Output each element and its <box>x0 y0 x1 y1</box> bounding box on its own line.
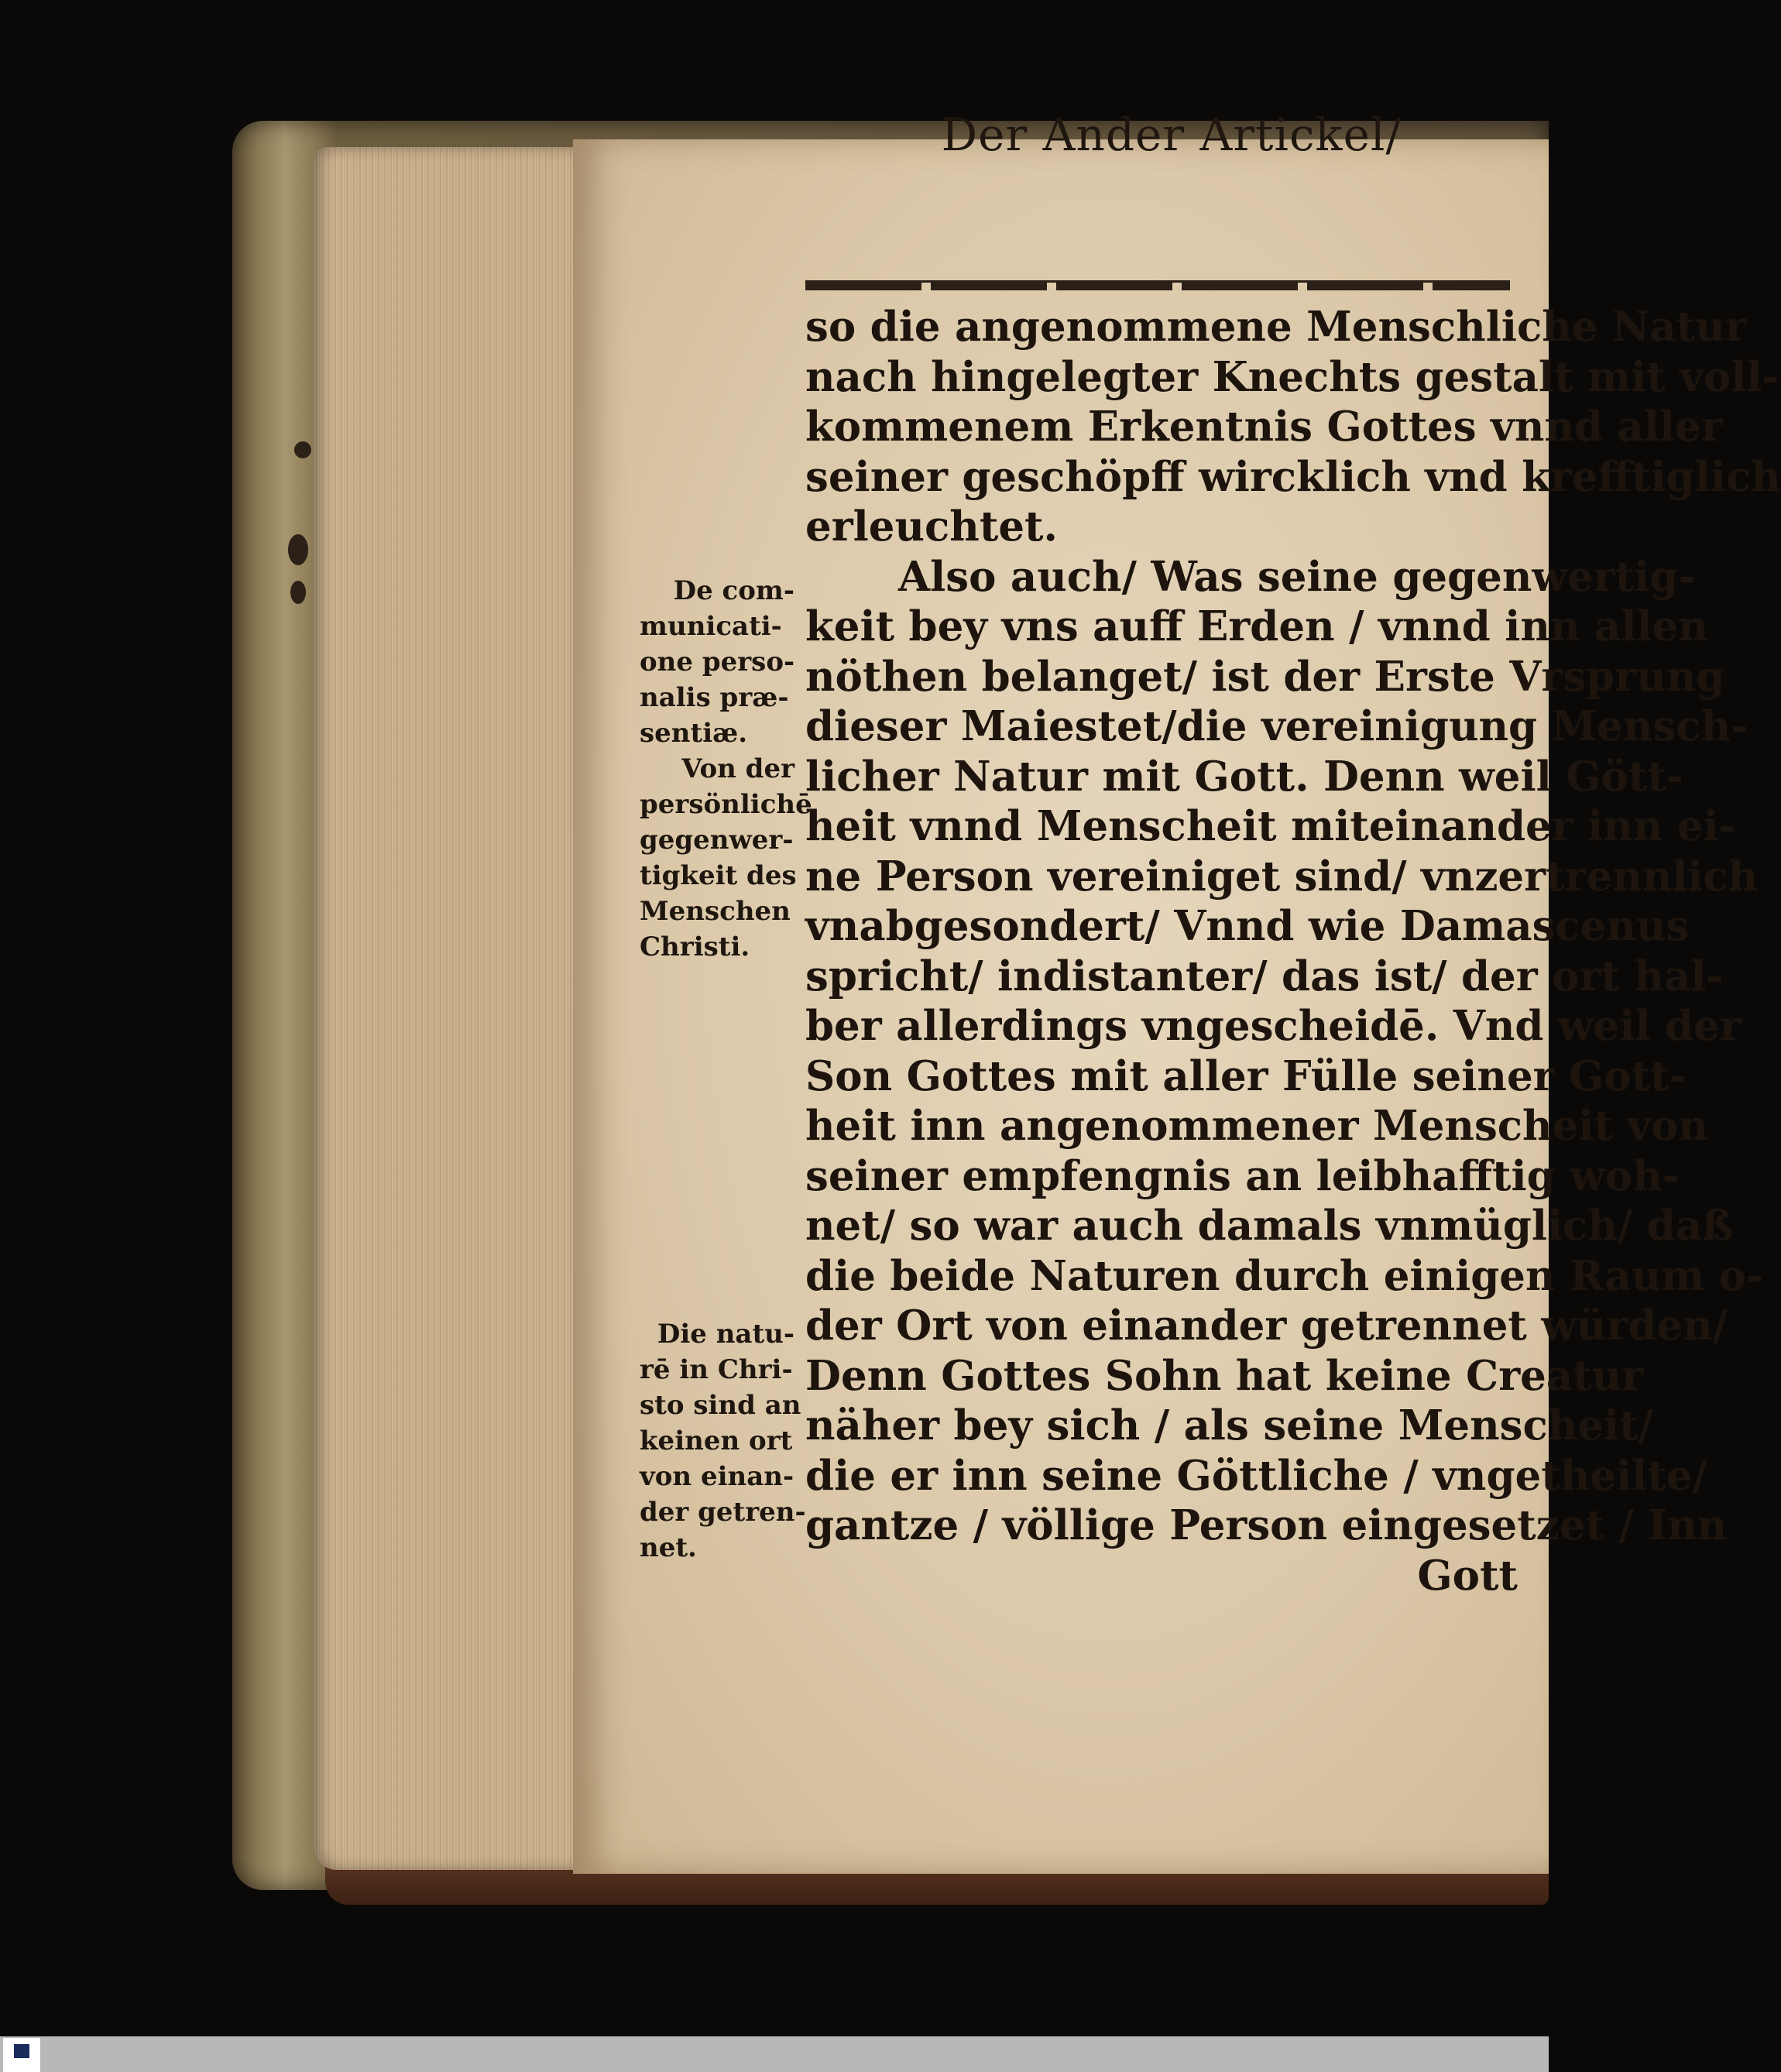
text-line: seiner geschöpff wircklich vnd krefftiglich <box>805 452 1781 501</box>
text-line: dieser Maiestet/die vereinigung Mensch- <box>805 702 1748 750</box>
margin-note-line: keinen ort <box>640 1425 793 1456</box>
text-line: licher Natur mit Gott. Denn weil Gött- <box>805 752 1683 801</box>
text-line: kommenem Erkentnis Gottes vnnd aller <box>805 403 1723 451</box>
margin-note-line: tigkeit des <box>640 860 797 891</box>
margin-note-line: Menschen <box>640 896 791 927</box>
text-line: ne Person vereiniget sind/ vnzertrennlich <box>805 852 1759 900</box>
margin-note-presence <box>640 573 812 965</box>
text-line: vnabgesondert/ Vnnd wie Damascenus <box>805 902 1690 950</box>
catchword: Gott <box>1417 1551 1518 1600</box>
text-line: heit vnnd Menscheit miteinander inn ei- <box>805 802 1736 850</box>
spine-wear-mark <box>290 581 306 604</box>
margin-note-line: Die natu- <box>657 1319 794 1350</box>
margin-note-line: net. <box>640 1532 697 1563</box>
text-line: spricht/ indistanter/ das ist/ der ort hal- <box>805 952 1724 1000</box>
margin-note-line: rē in Chri- <box>640 1354 793 1385</box>
text-line: Also auch/ Was seine gegenwertig- <box>898 552 1696 601</box>
margin-note-line: sentiæ. <box>640 718 748 749</box>
text-line: nach hingelegter Knechts gestalt mit voll- <box>805 352 1779 401</box>
text-line: net/ so war auch damals vnmüglich/ daß <box>805 1202 1734 1250</box>
text-line: die beide Naturen durch einigen Raum o- <box>805 1251 1764 1300</box>
body-text <box>805 302 1781 1600</box>
text-line: ber allerdings vngescheidē. Vnd weil der <box>805 1002 1742 1050</box>
text-line: nöthen belanget/ ist der Erste Vrsprung <box>805 652 1725 701</box>
page-edges <box>314 147 577 1870</box>
logo-mark-icon <box>14 2044 29 2058</box>
text-line: Denn Gottes Sohn hat keine Creatur <box>805 1351 1644 1400</box>
text-line: so die angenommene Menschliche Natur <box>805 303 1747 351</box>
text-line: die er inn seine Göttliche / vngetheilte/ <box>805 1451 1707 1500</box>
margin-note-line: der getren- <box>640 1497 806 1528</box>
text-line: Son Gottes mit aller Fülle seiner Gott- <box>805 1051 1687 1100</box>
viewer-footer-bar <box>0 2036 1549 2072</box>
spine-wear-mark <box>288 534 308 565</box>
margin-note-line: Von der <box>681 753 794 784</box>
text-line: erleuchtet. <box>805 503 1058 551</box>
margin-note-natures <box>640 1316 806 1566</box>
running-head: Der Ander Artickel/ <box>941 108 1402 161</box>
margin-note-line: persönlichē <box>640 789 812 820</box>
margin-note-line: municati- <box>640 611 782 642</box>
margin-note-line: De com- <box>673 575 794 606</box>
margin-note-line: sto sind an <box>640 1390 801 1421</box>
text-line: der Ort von einander getrennet würden/ <box>805 1302 1728 1350</box>
text-line: seiner empfengnis an leibhafftig woh- <box>805 1151 1680 1200</box>
text-line: gantze / völlige Person eingesetzet / Inn <box>805 1501 1728 1549</box>
text-line: näher bey sich / als seine Menscheit/ <box>805 1401 1653 1449</box>
margin-note-line: nalis præ- <box>640 682 789 713</box>
margin-note-line: von einan- <box>640 1461 794 1492</box>
text-line: keit bey vns auff Erden / vnnd inn allen <box>805 602 1708 650</box>
margin-note-line: one perso- <box>640 647 795 678</box>
header-rule <box>805 280 1510 290</box>
spine-wear-mark <box>294 441 311 458</box>
text-line: heit inn angenommener Menscheit von <box>805 1102 1709 1150</box>
margin-note-line: Christi. <box>640 931 750 962</box>
margin-note-line: gegenwer- <box>640 825 794 856</box>
library-logo-icon[interactable] <box>3 2038 40 2072</box>
